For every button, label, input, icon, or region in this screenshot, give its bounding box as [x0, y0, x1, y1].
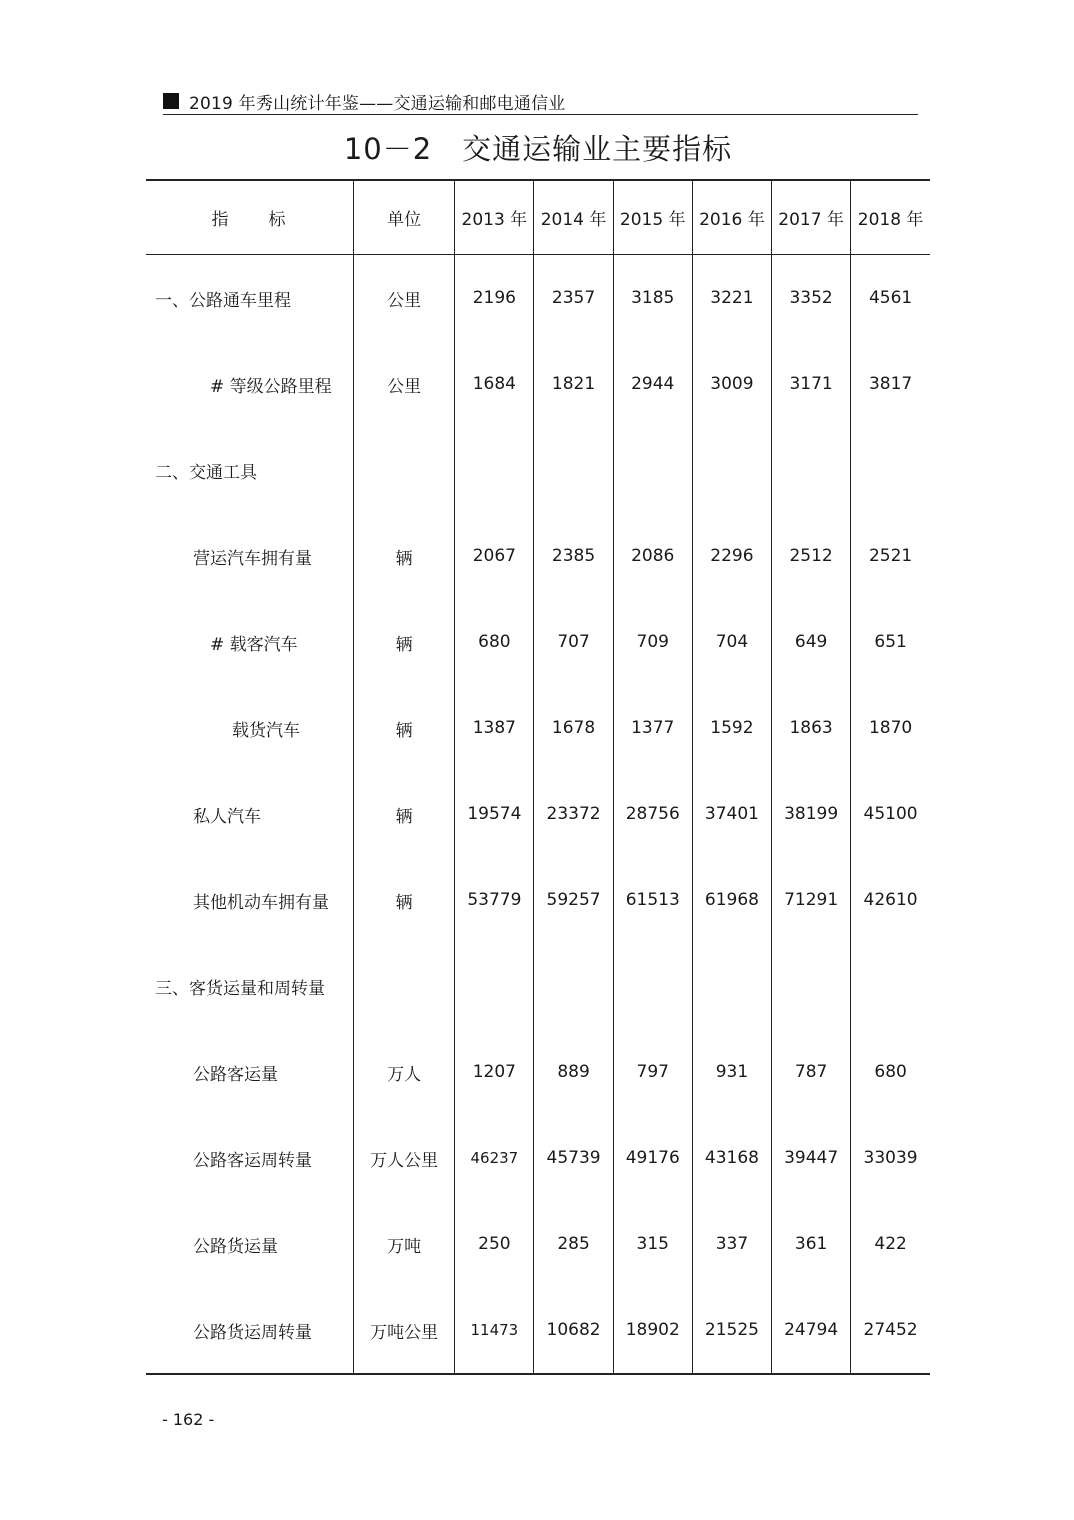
cell-value: 1870 [851, 685, 930, 771]
cell-value: 33039 [851, 1115, 930, 1201]
cell-value: 931 [692, 1029, 771, 1115]
cell-value: 709 [613, 599, 692, 685]
cell-value: 3817 [851, 341, 930, 427]
row-label: 公路客运量 [193, 1064, 278, 1085]
table-row [146, 1029, 930, 1115]
cell-value [534, 943, 613, 1029]
table-row [146, 685, 930, 771]
row-unit: 万人公里 [354, 1115, 455, 1201]
cell-value: 797 [613, 1029, 692, 1115]
cell-value: 2521 [851, 513, 930, 599]
table-row [146, 1201, 930, 1287]
table-header-row [146, 180, 930, 255]
cell-value: 3171 [772, 341, 851, 427]
row-label: 营运汽车拥有量 [193, 548, 312, 569]
indicators-table [146, 179, 930, 1375]
row-label: 公路货运周转量 [193, 1322, 312, 1343]
table-title: 交通运输业主要指标 [462, 132, 733, 166]
cell-value: 2296 [692, 513, 771, 599]
cell-value: 21525 [692, 1287, 771, 1374]
cell-value: 2944 [613, 341, 692, 427]
row-unit: 公里 [354, 255, 455, 342]
row-label: 二、交通工具 [155, 462, 257, 483]
cell-value: 1387 [455, 685, 534, 771]
table-number: 10－2 [343, 132, 433, 166]
cell-value [851, 943, 930, 1029]
row-label: 其他机动车拥有量 [193, 892, 329, 913]
cell-value: 10682 [534, 1287, 613, 1374]
cell-value: 43168 [692, 1115, 771, 1201]
row-unit: 辆 [354, 513, 455, 599]
cell-value: 2196 [455, 255, 534, 342]
cell-value: 1863 [772, 685, 851, 771]
header-indicator: 指 标 [146, 180, 354, 255]
cell-value: 361 [772, 1201, 851, 1287]
cell-value: 3009 [692, 341, 771, 427]
cell-value: 37401 [692, 771, 771, 857]
cell-value: 61968 [692, 857, 771, 943]
header-year-2015: 2015 年 [613, 180, 692, 255]
cell-value: 46237 [455, 1115, 534, 1201]
row-label: 私人汽车 [193, 806, 261, 827]
cell-value: 53779 [455, 857, 534, 943]
row-unit [354, 943, 455, 1029]
table-row [146, 943, 930, 1029]
row-label: 载货汽车 [232, 720, 300, 741]
row-label: 公路货运量 [193, 1236, 278, 1257]
row-unit: 辆 [354, 771, 455, 857]
header-year-2014: 2014 年 [534, 180, 613, 255]
row-unit: 公里 [354, 341, 455, 427]
cell-value: 704 [692, 599, 771, 685]
cell-value: 24794 [772, 1287, 851, 1374]
cell-value: 61513 [613, 857, 692, 943]
cell-value: 11473 [455, 1287, 534, 1374]
cell-value: 3352 [772, 255, 851, 342]
table-row [146, 427, 930, 513]
cell-value [455, 427, 534, 513]
cell-value [772, 943, 851, 1029]
table-row [146, 255, 930, 342]
cell-value [455, 943, 534, 1029]
cell-value: 889 [534, 1029, 613, 1115]
table-row [146, 1287, 930, 1374]
row-unit: 辆 [354, 857, 455, 943]
cell-value [851, 427, 930, 513]
row-unit: 辆 [354, 685, 455, 771]
cell-value: 19574 [455, 771, 534, 857]
cell-value: 42610 [851, 857, 930, 943]
row-label: 三、客货运量和周转量 [155, 978, 325, 999]
cell-value [613, 943, 692, 1029]
cell-value: 337 [692, 1201, 771, 1287]
cell-value: 39447 [772, 1115, 851, 1201]
table-row [146, 599, 930, 685]
table-row [146, 771, 930, 857]
running-header-text: 2019 年秀山统计年鉴——交通运输和邮电通信业 [189, 93, 566, 114]
row-label: # 载客汽车 [210, 634, 298, 655]
cell-value: 1377 [613, 685, 692, 771]
cell-value: 315 [613, 1201, 692, 1287]
table-row [146, 341, 930, 427]
row-label: 公路客运周转量 [193, 1150, 312, 1171]
cell-value: 59257 [534, 857, 613, 943]
cell-value: 38199 [772, 771, 851, 857]
table-row [146, 513, 930, 599]
cell-value: 18902 [613, 1287, 692, 1374]
cell-value: 2385 [534, 513, 613, 599]
row-unit [354, 427, 455, 513]
cell-value [613, 427, 692, 513]
header-year-2016: 2016 年 [692, 180, 771, 255]
row-unit: 万吨公里 [354, 1287, 455, 1374]
cell-value [534, 427, 613, 513]
cell-value: 2067 [455, 513, 534, 599]
cell-value: 680 [851, 1029, 930, 1115]
cell-value: 1684 [455, 341, 534, 427]
row-unit: 万人 [354, 1029, 455, 1115]
cell-value [692, 427, 771, 513]
cell-value: 1207 [455, 1029, 534, 1115]
cell-value [692, 943, 771, 1029]
row-label: 一、公路通车里程 [155, 290, 291, 311]
cell-value: 2512 [772, 513, 851, 599]
cell-value: 680 [455, 599, 534, 685]
header-year-2017: 2017 年 [772, 180, 851, 255]
page-title [146, 127, 930, 168]
cell-value: 3221 [692, 255, 771, 342]
cell-value: 3185 [613, 255, 692, 342]
cell-value: 49176 [613, 1115, 692, 1201]
table-row [146, 1115, 930, 1201]
cell-value: 1821 [534, 341, 613, 427]
cell-value: 1678 [534, 685, 613, 771]
header-square-icon [163, 93, 179, 109]
page-number: - 162 - [162, 1410, 215, 1429]
header-year-2018: 2018 年 [851, 180, 930, 255]
header-unit: 单位 [354, 180, 455, 255]
cell-value: 4561 [851, 255, 930, 342]
cell-value: 1592 [692, 685, 771, 771]
cell-value: 787 [772, 1029, 851, 1115]
cell-value: 649 [772, 599, 851, 685]
cell-value: 285 [534, 1201, 613, 1287]
cell-value: 45100 [851, 771, 930, 857]
cell-value: 23372 [534, 771, 613, 857]
cell-value: 2357 [534, 255, 613, 342]
table-row [146, 857, 930, 943]
cell-value: 2086 [613, 513, 692, 599]
row-unit: 万吨 [354, 1201, 455, 1287]
cell-value: 71291 [772, 857, 851, 943]
cell-value: 27452 [851, 1287, 930, 1374]
cell-value: 651 [851, 599, 930, 685]
cell-value: 250 [455, 1201, 534, 1287]
cell-value: 45739 [534, 1115, 613, 1201]
cell-value: 422 [851, 1201, 930, 1287]
cell-value [772, 427, 851, 513]
cell-value: 28756 [613, 771, 692, 857]
cell-value: 707 [534, 599, 613, 685]
row-unit: 辆 [354, 599, 455, 685]
row-label: # 等级公路里程 [210, 376, 332, 397]
running-header [163, 88, 918, 115]
header-year-2013: 2013 年 [455, 180, 534, 255]
